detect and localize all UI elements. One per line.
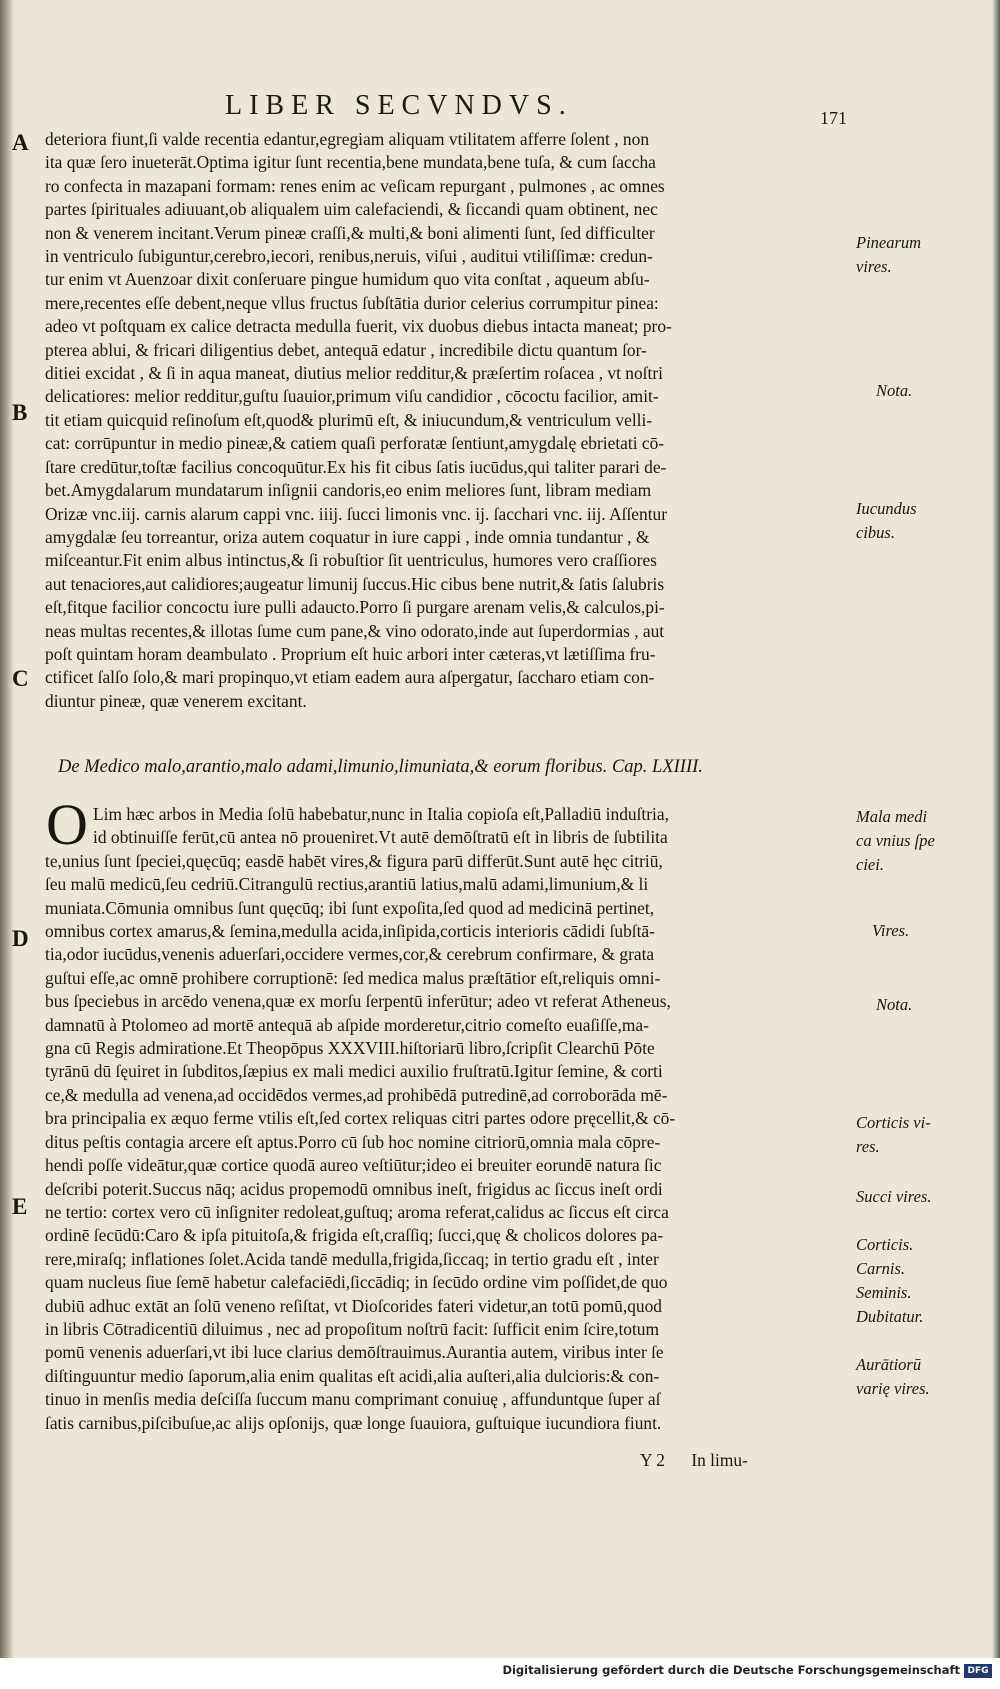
text-line: delicatiores: melior redditur,guſtu ſuauior,primum viſu candidior , cōcoctu facilior, amit- [45, 386, 659, 407]
text-line: Lim hæc arbos in Media ſolū habebatur,nunc in Italia copioſa eſt,Palladiū induſtria, [93, 804, 669, 824]
paragraph-pinearum [45, 128, 840, 713]
margin-note: Iucundus [856, 499, 917, 518]
text-line: adeo vt poſtquam ex calice detracta medulla fuerit, vix duobus diebus intacta maneat; pro- [45, 316, 672, 337]
section-marker-d: D [12, 926, 29, 951]
text-line: ditus peſtis contagia arcere eſt aptus.Porro cū ſub hoc nomine citriorū,omnia mala cōpre- [45, 1131, 661, 1152]
text-line: te,unius ſunt ſpeciei,quęcūq; easdē habēt vires,& figura parū differūt.Sunt autē hęc citriū, [45, 850, 663, 871]
text-line: tia,odor iucūdus,venenis aduerſari,occidere vermes,cor,& cerebrum confirmare, & grata [45, 944, 655, 965]
text-line: ſtare credūtur,toſtæ facilius concoquūtur.Ex his fit cibus ſatis iucūdus,qui taliter parari de- [45, 456, 667, 477]
margin-note: vires. [856, 257, 892, 276]
margin-note: Vires. [872, 921, 910, 940]
margin-note: Mala medi [856, 807, 928, 826]
text-line: neas multas recentes,& illotas ſume cum pane,& vino odorato,inde aut ſuperdormias , aut [45, 620, 665, 641]
text-line: id obtinuiſſe ferūt,cū antea nō proueniret.Vt autē demōſtratū eſt in libris de ſubtilita [93, 827, 668, 848]
text-line: quam nucleus ſiue ſemē habetur calefaciēdi,ſiccādiq; in ſecūdo ordine vim poſſidet,de quo [45, 1272, 668, 1293]
margin-note: res. [856, 1137, 880, 1156]
margin-note: Carnis. [856, 1259, 906, 1278]
text-line: ſeu malū medicū,ſeu cedriū.Citrangulū rectius,arantiū latius,malū adami,limunium,& li [45, 874, 649, 895]
text-line: ro confecta in mazapani formam: renes enim ac veſicam repurgant , pulmones , ac omnes [45, 175, 665, 196]
text-line: tyrānū dū ſęuiret in ſubditos,ſæpius ex mali medici auxilio fruſtratū.Igitur ſemine, & corti [45, 1061, 663, 1082]
margin-note: Nota. [876, 995, 913, 1014]
text-line: partes ſpirituales adiuuant,ob aliqualem uim calefaciendi, & ſiccandi quam obtinent, nec [45, 199, 658, 220]
margin-note: ca vnius ſpe [856, 831, 935, 850]
page-right-edge [992, 0, 1000, 1658]
text-line: pterea ablui, & fricari diligentius debet, antequā edatur , incredibile dictu quantum ſor- [45, 339, 647, 360]
text-line: diuntur pineæ, quæ venerem excitant. [45, 690, 307, 711]
section-marker-e: E [12, 1194, 28, 1219]
margin-note: Dubitatur. [856, 1307, 924, 1326]
text-line: Orizæ vnc.iij. carnis alarum cappi vnc. iiij. ſucci limonis vnc. ij. ſacchari vnc. iij. Aſſentur [45, 503, 668, 524]
text-line: amygdalæ ſeu torreantur, oriza autem coquatur in iure cappi , inde omnia tundantur , & [45, 526, 650, 547]
text-line: dubiū adhuc extāt an ſolū veneno reſiſtat, vt Dioſcorides fateri videtur,an totū pomū,quod [45, 1295, 662, 1316]
chapter-heading: De Medico malo,arantio,malo adami,limunio,limuniata,& eorum floribus. Cap. LXIIII. [58, 757, 703, 777]
text-line: guſtui eſſe,ac omnē prohibere corruptionē: ſed medica malus præſtātior eſt,reliquis omni- [45, 967, 661, 988]
text-line: ctificet ſalſo ſolo,& mari propinquo,vt etiam eadem aura aſpergatur, ſaccharo etiam con- [45, 667, 655, 688]
text-line: in ventriculo ſubiguntur,cerebro,iecori, renibus,neruis, viſui , auditui vtiliſſimæ: credun- [45, 246, 653, 267]
text-line: rere,miraſq; inflationes ſolet.Acida tandē medulla,frigida,ſiccaq; in tertio gradu eſt , inter [45, 1248, 659, 1269]
text-line: omnibus cortex amarus,& ſemina,medulla acida,inſipida,corticis interioris cādidi ſubſtā- [45, 921, 655, 942]
text-line: ditiei excidat , & ſi in aqua maneat, diutius melior redditur,& præſertim roſacea , vt noſtri [45, 363, 663, 384]
text-line: tit etiam quicquid reſinoſum eſt,quod& plurimū eſt, & iniucundum,& ventriculum velli- [45, 409, 653, 430]
text-line: damnatū à Ptolomeo ad mortē antequā ab aſpide morderetur,citrio comeſto euaſiſſe,ma- [45, 1014, 649, 1035]
text-line: cat: corrūpuntur in medio pineæ,& catiem quaſi perforatæ ſentiunt,amygdalę ebrietati cō- [45, 433, 665, 454]
section-marker-c: C [12, 666, 29, 691]
text-line: deteriora fiunt,ſi valde recentia edantur,egregiam aliquam vtilitatem afferre ſolent , non [45, 129, 650, 149]
text-line: miſceantur.Fit enim albus intinctus,& ſi robuſtior ſit uentriculus, humores vero craſſiores [45, 550, 657, 571]
margin-note: ciei. [856, 855, 884, 874]
text-line: gna cū Regis admiratione.Et Theopōpus XXXVIII.hiſtoriarū libro,ſcripſit Clearchū Pōte [45, 1038, 655, 1059]
catchword: In limu- [691, 1450, 748, 1470]
footer-credit: Digitalisierung gefördert durch die Deutsche Forschungsgemeinschaft [502, 1663, 960, 1677]
text-line: bra principalia ex æquo ferme vtilis eſt,ſed cortex reliquas citri partes odore pręcellit,& cō- [45, 1108, 676, 1129]
text-line: hendi poſſe videātur,quæ cortice quodā aureo veſtiūtur;ideo ei breuiter eorundē natura ſic [45, 1155, 662, 1176]
margin-note: Corticis vi- [856, 1113, 931, 1132]
text-line: poſt quintam horam deambulato . Proprium eſt huic arbori inter cæteras,vt lætiſſima fru- [45, 643, 656, 664]
text-line: aut tenaciores,aut calidiores;augeatur limunij ſuccus.Hic cibus bene nutrit,& ſatis ſalubris [45, 573, 665, 594]
page-left-edge [0, 0, 14, 1658]
margin-note: cibus. [856, 523, 895, 542]
text-line: pomū venenis aduerſari,vt ibi luce clarius demōſtrauimus.Aurantia autem, viribus inter ſe [45, 1342, 664, 1363]
section-marker-a: A [12, 130, 29, 155]
text-line: bet.Amygdalarum mundatarum inſignii candoris,eo enim meliores ſunt, libram mediam [45, 480, 652, 501]
paragraph-medico-malo [45, 792, 840, 1435]
text-line: bus ſpeciebus in arcēdo venena,quæ ex morſu ſerpentū inferūtur; adeo vt referat Atheneus, [45, 991, 671, 1012]
margin-note: Pinearum [856, 233, 922, 252]
text-line: eſt,fitque facilior concoctu iure pulli adaucto.Porro ſi purgare arenam velis,& calculos,pi- [45, 597, 665, 618]
margin-note: Seminis. [856, 1283, 912, 1302]
page-number: 171 [820, 108, 847, 128]
margin-note: Succi vires. [856, 1187, 932, 1206]
dfg-logo: DFG [964, 1664, 992, 1678]
text-line: diſtinguuntur medio ſaporum,alia enim qualitas eſt acidi,alia auſteri,alia dulcioris:& con- [45, 1365, 660, 1386]
margin-note: Aurātiorū [856, 1355, 922, 1374]
text-line: ordinē ſecūdū:Caro & ipſa pituitoſa,& frigida eſt,craſſiq; ſucci,quę & cholicos dolores pa- [45, 1225, 664, 1246]
text-line: ce,& medulla ad venena,ad occidēdos vermes,ad prohibēdā putredinē,ad corroborāda mē- [45, 1084, 668, 1105]
text-line: tinuo in menſis media deſciſſa ſuccum manu comprimant conuiuę , affunduntque ſuper aſ [45, 1389, 661, 1410]
page-footer-line [640, 1450, 770, 1471]
text-line: in libris Cōtradicentiū diluimus , nec ad propoſitum noſtrū facit: ſufficit enim ſcire,totum [45, 1318, 660, 1339]
text-line: tur enim vt Auenzoar dixit conſeruare pingue humidum quo vita conſtat , aqueum abſu- [45, 269, 650, 290]
margin-note: Corticis. [856, 1235, 914, 1254]
text-line: non & venerem incitant.Verum pineæ craſſi,& multi,& boni alimenti ſunt, ſed difficulter [45, 222, 655, 243]
margin-note: varię vires. [856, 1379, 930, 1398]
signature-mark: Y 2 [640, 1450, 665, 1470]
section-marker-b: B [12, 400, 28, 425]
text-line: ne tertio: cortex vero cū inſigniter redoleat,guſtuq; aroma referat,calidus ac ſiccus eſt circa [45, 1201, 669, 1222]
drop-cap: O [46, 792, 88, 857]
running-head: LIBER SECVNDVS. [225, 90, 573, 121]
text-line: mere,recentes eſſe debent,neque vllus fructus ſubſtātia durior celerius corrumpitur pinea: [45, 292, 659, 313]
text-line: deſcribi poterit.Succus nāq; acidus propemodū omnibus ineſt, frigidus ac ſiccus ineſt ordi [45, 1178, 663, 1199]
text-line: muniata.Cōmunia omnibus ſunt quęcūq; ibi ſunt expoſita,ſed quod ad medicinā pertinet, [45, 897, 655, 918]
text-line: ſatis carnibus,piſcibuſue,ac alijs opſonijs, quæ longe ſuauiora, guſtuique iucundiora fiunt. [45, 1412, 662, 1433]
margin-note: Nota. [876, 381, 913, 400]
text-line: ita quæ ſero inueterāt.Optima igitur ſunt recentia,bene mundata,bene tuſa, & cum ſaccha [45, 152, 656, 173]
